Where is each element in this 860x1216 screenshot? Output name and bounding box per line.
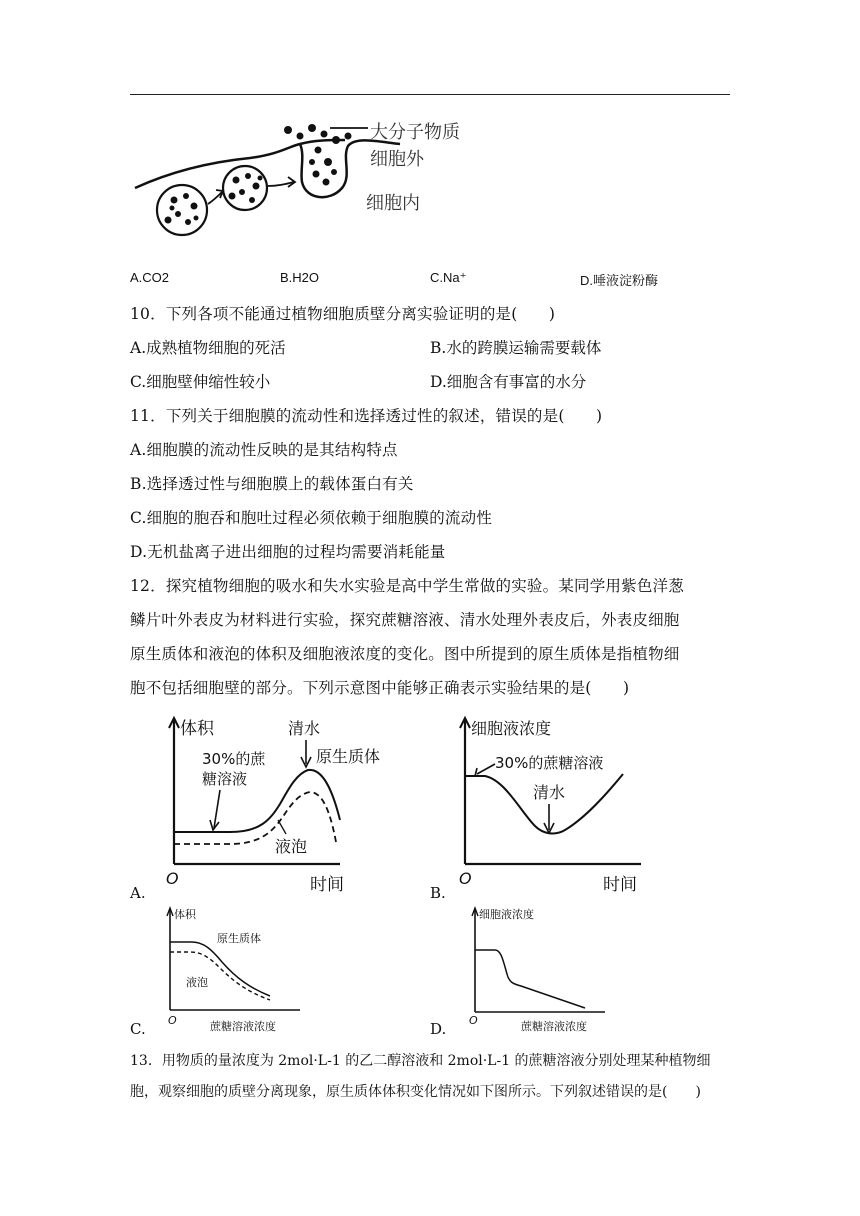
q9-option-d: D.唾液淀粉酶 [580,273,659,288]
q12-stem-line2: 鳞片叶外表皮为材料进行实验，探究蔗糖溶液、清水处理外表皮后，外表皮细胞 [130,611,680,629]
q12-stem-line1: 12．探究植物细胞的吸水和失水实验是高中学生常做的实验。某同学用紫色洋葱 [130,577,684,595]
graph-b-origin: O [459,869,472,888]
graph-d [465,900,615,1035]
q11-stem: 11．下列关于细胞膜的流动性和选择透过性的叙述，错误的是( ) [130,407,603,425]
q11-option-d: D.无机盐离子进出细胞的过程均需要消耗能量 [130,543,446,561]
graph-a-origin: O [166,869,179,888]
graph-b-ann-water: 清水 [533,783,566,802]
graph-b-letter: B. [430,884,446,902]
graph-d-origin: O [469,1014,478,1027]
graph-a-ann-sucrose-2: 糖溶液 [202,770,248,788]
graph-a-protoplast-curve [174,770,340,832]
graph-a-ann-water: 清水 [288,719,321,738]
graph-b-ann-sucrose: 30%的蔗糖溶液 [495,754,604,772]
graph-a-ann-sucrose-1: 30%的蔗 [202,750,266,768]
graph-a [160,712,380,897]
graph-a-xlabel: 时间 [310,875,344,895]
graph-a-letter: A. [130,884,146,902]
q10-option-d: D.细胞含有事富的水分 [430,373,587,391]
q10-option-b: B.水的跨膜运输需要载体 [430,339,602,357]
q9-option-c: C.Na⁺ [430,270,467,285]
q12-stem-line3: 原生质体和液泡的体积及细胞液浓度的变化。图中所提到的原生质体是指植物细 [130,645,680,663]
graph-b [455,712,655,897]
graph-d-letter: D. [430,1020,447,1038]
q10-stem: 10．下列各项不能通过植物细胞质壁分离实验证明的是( ) [130,305,556,323]
graph-d-xlabel: 蔗糖溶液浓度 [521,1020,587,1033]
q13-stem-line1: 13．用物质的量浓度为 2mol·L-1 的乙二醇溶液和 2mol·L-1 的蔗糖溶液分别处理某种植物细 [130,1053,711,1069]
graph-c-ylabel: 体积 [174,908,196,921]
label-outside-cell: 细胞外 [370,149,424,170]
graph-b-xlabel: 时间 [603,875,637,895]
q12-stem-line4: 胞不包括细胞壁的部分。下列示意图中能够正确表示实验结果的是( ) [130,679,630,697]
graph-b-ylabel: 细胞液浓度 [471,719,552,738]
graph-c-series-vacuole: 液泡 [186,976,208,989]
graph-c-origin: O [168,1014,177,1027]
graph-c-series-protoplast: 原生质体 [217,932,261,945]
q11-option-a: A.细胞膜的流动性反映的是其结构特点 [130,441,398,459]
q9-option-b: B.H2O [280,270,320,285]
label-inside-cell: 细胞内 [366,193,420,214]
graph-c-letter: C. [130,1020,146,1038]
graph-d-curve [475,950,585,1008]
q9-option-a: A.CO2 [130,270,170,285]
q10-option-a: A.成熟植物细胞的死活 [130,339,286,357]
graph-a-series-protoplast: 原生质体 [316,747,380,766]
graph-a-ylabel: 体积 [180,719,214,739]
q11-option-b: B.选择透过性与细胞膜上的载体蛋白有关 [130,475,414,493]
graph-a-series-vacuole: 液泡 [275,837,308,856]
graph-a-vacuole-curve [174,792,336,844]
graph-c-protoplast-curve [170,942,270,996]
q11-option-c: C.细胞的胞吞和胞吐过程必须依赖于细胞膜的流动性 [130,509,493,527]
graph-c-xlabel: 蔗糖溶液浓度 [210,1020,276,1033]
label-macromolecule: 大分子物质 [370,122,460,143]
graph-c [160,900,310,1035]
graph-d-ylabel: 细胞液浓度 [479,908,534,921]
q13-stem-line2: 胞，观察细胞的质壁分离现象，原生质体体积变化情况如下图所示。下列叙述错误的是( ) [130,1084,701,1100]
header-rule [130,94,730,95]
q10-option-c: C.细胞壁伸缩性较小 [130,373,271,391]
